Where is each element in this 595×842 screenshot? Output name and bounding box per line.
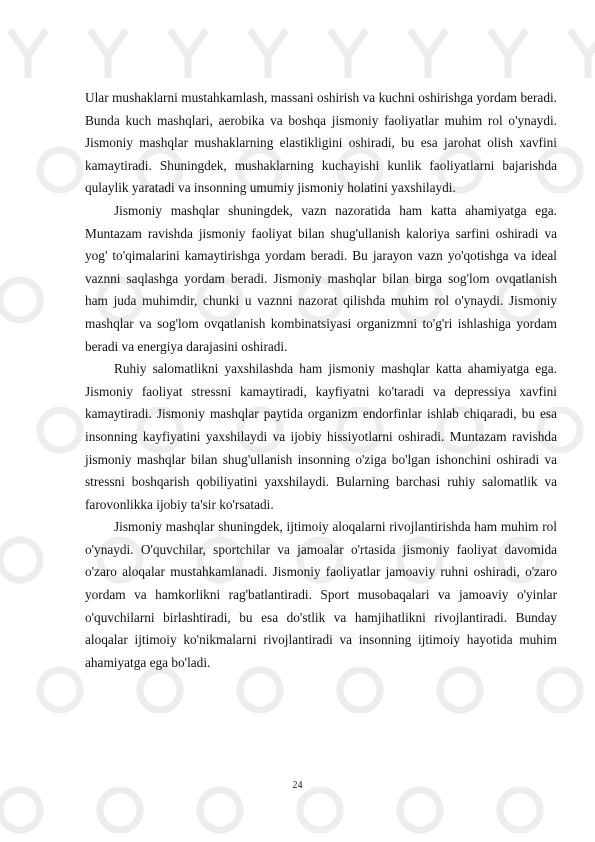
paragraph-weight-control: Jismoniy mashqlar shuningdek, vazn nazoratida ham katta ahamiyatga ega. Muntazam ravishda jismoniy faoliyat bilan shug'ullanish kaloriya sarfini oshiradi va yog' to'qimalarini kamaytirishga yordam beradi. Bu jarayon vazn yo'qotishga va ideal vaznni saqlashga yordam beradi. Jismoniy mashqlar bilan birga sog'lom ovqatlanish ham juda muhimdir, chunki u vaznni nazorat qilishda muhim rol o'ynaydi. Jismoniy mashqlar va sog'lom ovqatlanish kombinatsiyasi organizmni to'g'ri ishlashiga yordam beradi va energiya darajasini oshiradi. (85, 202, 557, 354)
paragraph-muscles: Ular mushaklarni mustahkamlash, massani oshirish va kuchni oshirishga yordam beradi. Bunda kuch mashqlari, aerobika va boshqa jismoniy faoliyatlar muhim rol o'ynaydi. Jismoniy mashqlar mushaklarning elastikligini oshiradi, bu esa jarohat olish xavfini kamaytiradi. Shuningdek, mushaklarning kuchayishi kunlik faoliyatlarni bajarishda qulaylik yaratadi va insonning umumiy jismoniy holatini yaxshilaydi. (85, 90, 557, 196)
page-number: 24 (292, 780, 303, 791)
document-body (85, 87, 557, 674)
paragraph-mental-health: Ruhiy salomatlikni yaxshilashda ham jismoniy mashqlar katta ahamiyatga ega. Jismoniy faoliyat stressni kamaytiradi, kayfiyatni ko'taradi va depressiya xavfini kamaytiradi. Jismoniy mashqlar paytida organizm endorfinlar ishlab chiqaradi, bu esa insonning kayfiyatini yaxshilaydi va ijobiy hissiyotlarni oshiradi. Muntazam ravishda jismoniy mashqlar bilan shug'ullanish insonning o'ziga bo'lgan ishonchini oshiradi va stressni boshqarish qobiliyatini yaxshilaydi. Bularning barchasi ruhiy salomatlik va farovonlikka ijobiy ta'sir ko'rsatadi. (85, 361, 557, 512)
watermark-row (10, 30, 595, 78)
paragraph-social-connections: Jismoniy mashqlar shuningdek, ijtimoiy aloqalarni rivojlantirishda ham muhim rol o'ynaydi. O'quvchilar, sportchilar va jamoalar o'rtasida jismoniy faoliyat davomida o'zaro aloqalar mustahkamlanadi. Jismoniy faoliyatlar jamoaviy ruhni oshiradi, o'zaro yordam va hamkorlikni rag'batlantiradi. Sport musobaqalari va jamoaviy o'yinlar o'quvchilarni birlashtiradi, bu esa do'stlik va hamjihatlikni rivojlantiradi. Bunday aloqalar ijtimoiy ko'nikmalarni rivojlantiradi va insonning ijtimoiy hayotida muhim ahamiyatga ega bo'ladi. (85, 519, 557, 670)
